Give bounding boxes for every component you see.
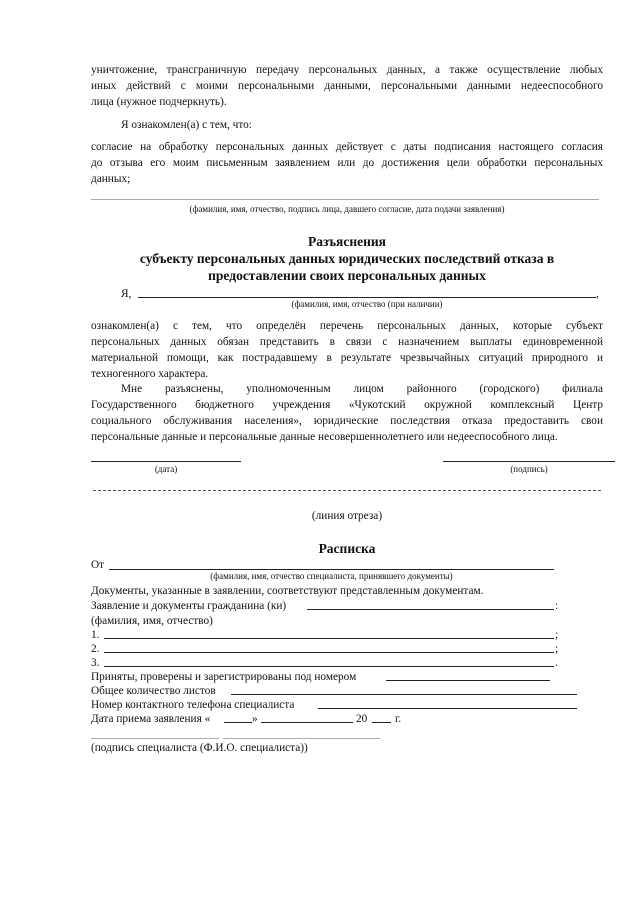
item-1-line[interactable] [104, 638, 554, 639]
cut-line-label: (линия отреза) [311, 510, 383, 522]
date-year-line[interactable] [372, 722, 391, 723]
item-1-end: ; [555, 629, 559, 641]
consent-p2-line-1: согласие на обработку персональных данных действует с даты подписания настоящего согласия [91, 141, 603, 153]
item-3-end: . [555, 657, 558, 669]
receipt-from-label: От [91, 559, 105, 571]
item-1-num: 1. [91, 629, 100, 641]
phone-line[interactable] [318, 708, 577, 709]
date-received-mid: » [252, 713, 258, 725]
phone-label: Номер контактного телефона специалиста [91, 699, 295, 711]
explanation-p1-line-4: техногенного характера. [91, 368, 209, 380]
explanation-p1-line-2: персональных данных обязан представить в связи с назначением выплаты единовременной [91, 336, 603, 348]
item-3-num: 3. [91, 657, 100, 669]
specialist-signature-caption: (подпись специалиста (Ф.И.О. специалиста)) [91, 742, 308, 754]
consent-signature-line[interactable] [91, 199, 599, 200]
consent-p1-line-3: лица (нужное подчеркнуть). [91, 96, 227, 108]
date-suffix: г. [395, 713, 402, 725]
item-2-num: 2. [91, 643, 100, 655]
specialist-sign-line[interactable] [91, 738, 219, 739]
explanation-p2-line-1: Мне разъяснены, уполномоченным лицом районного (городского) филиала [121, 383, 603, 395]
date-caption: (дата) [154, 464, 178, 474]
docs-match-text: Документы, указанные в заявлении, соответствуют представленным документам. [91, 585, 484, 597]
explanation-p2-line-4: персональные данные и персональные данные несовершеннолетнего или недееспособного лица. [91, 431, 558, 443]
sign-caption: (подпись) [510, 464, 548, 474]
application-label: Заявление и документы гражданина (ки) [91, 600, 287, 612]
name-input-line[interactable] [138, 297, 596, 298]
item-3-line[interactable] [104, 666, 554, 667]
date-line[interactable] [91, 461, 241, 462]
fio-label: (фамилия, имя, отчество) [91, 615, 213, 627]
sheets-label: Общее количество листов [91, 685, 216, 697]
item-2-line[interactable] [104, 652, 554, 653]
consent-p2-line-3: данных; [91, 173, 131, 185]
explanation-p2-line-3: социального обслуживания населения», юридические последствия отказа предоставить свои [91, 415, 603, 427]
application-colon: : [555, 600, 559, 612]
sign-line[interactable] [443, 461, 615, 462]
receipt-from-caption: (фамилия, имя, отчество специалиста, принявшего документы) [210, 571, 453, 581]
explanation-p1-line-3: материальной помощи, как пострадавшему в результате чрезвычайных ситуаций природного и [91, 352, 603, 364]
acquainted-heading: Я ознакомлен(а) с тем, что: [121, 119, 252, 131]
receipt-from-line[interactable] [109, 569, 554, 570]
date-received-prefix: Дата приема заявления « [91, 713, 211, 725]
consent-p1-line-1: уничтожение, трансграничную передачу персональных данных, а также осуществление любых [91, 64, 603, 76]
application-line[interactable] [307, 609, 554, 610]
date-year-label: 20 [356, 713, 368, 725]
sheets-line[interactable] [231, 694, 577, 695]
explanation-title-2: субъекту персональных данных юридических последствий отказа в [139, 251, 555, 266]
explanation-p1-line-1: ознакомлен(а) с тем, что определён перечень персональных данных, которые субъект [91, 320, 603, 332]
item-2-end: ; [555, 643, 559, 655]
ya-label: Я, [121, 288, 132, 300]
consent-p2-line-2: до отзыва его моим письменным заявлением или до достижения цели обработки персональных [91, 157, 603, 169]
date-month-line[interactable] [261, 722, 353, 723]
date-day-line[interactable] [224, 722, 252, 723]
consent-signature-caption: (фамилия, имя, отчество, подпись лица, давшего согласие, дата подачи заявления) [189, 204, 505, 214]
specialist-fio-line[interactable] [223, 738, 380, 739]
receipt-title: Расписка [318, 541, 376, 556]
ya-comma: , [596, 288, 599, 300]
explanation-title-3: предоставлении своих персональных данных [208, 268, 486, 283]
cut-line [93, 490, 601, 491]
explanation-p2-line-2: Государственного бюджетного учреждения «Чукотский окружной комплексный Центр [91, 399, 603, 411]
consent-p1-line-2: иных действий с моими персональными данными, персональными данными недееспособного [91, 80, 603, 92]
explanation-title-1: Разъяснения [308, 234, 386, 249]
registered-label: Приняты, проверены и зарегистрированы под номером [91, 671, 357, 683]
registered-number-line[interactable] [386, 680, 550, 681]
name-caption: (фамилия, имя, отчество (при наличии) [291, 299, 443, 309]
